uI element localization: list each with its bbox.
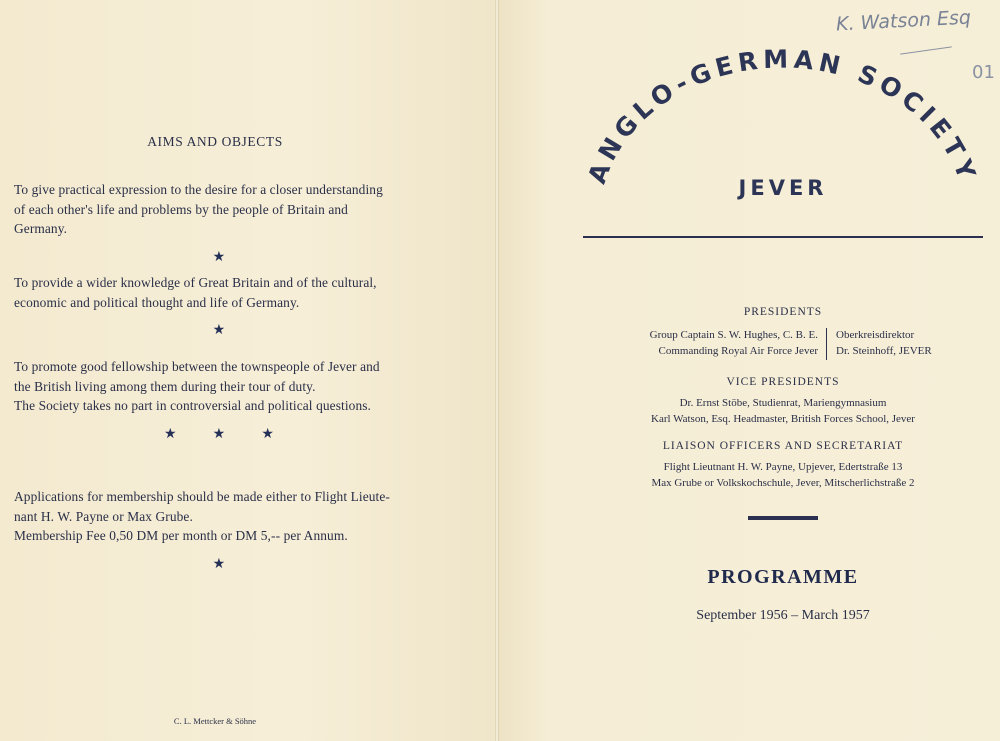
membership-line: nant H. W. Payne or Max Grube. <box>14 508 193 524</box>
page-fold <box>495 0 499 741</box>
aim-1-line: of each other's life and problems by the people of Britain and <box>14 201 348 217</box>
president-line: Commanding Royal Air Force Jever <box>658 345 818 357</box>
society-name-svg <box>560 40 1000 240</box>
handwritten-mark: 01 <box>972 62 995 83</box>
aim-3-line: The Society takes no part in controversial and political questions. <box>14 398 372 413</box>
president-british <box>583 327 818 359</box>
membership-line: Membership Fee 0,50 DM per month or DM 5,-- per Annum. <box>14 528 348 543</box>
svg-text:ANGLO-GERMAN SOCIETY <box>582 44 982 187</box>
town-title: JEVER <box>738 176 828 200</box>
programme-title: PROGRAMME <box>707 566 859 588</box>
aims-heading: AIMS AND OBJECTS <box>147 134 283 149</box>
aim-2-line: economic and political thought and life of Germany. <box>14 294 300 310</box>
programme-dates: September 1956 – March 1957 <box>696 608 870 623</box>
star-divider: ★ <box>212 323 226 338</box>
aim-paragraph-2 <box>14 273 424 341</box>
handwritten-note: K. Watson Esq <box>835 6 972 36</box>
printer-credit: C. L. Mettcker & Söhne <box>173 716 257 726</box>
society-name-arc <box>560 40 1000 240</box>
triple-star-divider: ★ ★ ★ <box>164 426 274 442</box>
vice-president-line: Karl Watson, Esq. Headmaster, British Forces School, Jever <box>651 413 915 425</box>
presidents-divider <box>826 328 827 360</box>
liaison-list <box>583 459 983 491</box>
aim-3-line: To promote good fellowship between the townspeople of Jever and <box>14 359 380 374</box>
short-rule <box>748 516 818 520</box>
liaison-line: Max Grube or Volkskochschule, Jever, Mitscherlichstraße 2 <box>651 477 915 489</box>
society-name-text: ANGLO-GERMAN SOCIETY <box>582 44 983 188</box>
title-rule <box>583 236 983 238</box>
president-german <box>836 327 996 359</box>
star-divider: ★ <box>212 249 226 265</box>
aim-1-line: Germany. <box>14 221 68 236</box>
vice-president-line: Dr. Ernst Stöbe, Studienrat, Mariengymnasium <box>679 397 887 409</box>
vice-presidents-list <box>583 395 983 427</box>
aim-paragraph-1 <box>14 180 424 267</box>
president-line: Oberkreisdirektor <box>836 329 915 341</box>
president-line: Dr. Steinhoff, JEVER <box>836 345 932 357</box>
liaison-line: Flight Lieutnant H. W. Payne, Upjever, Edertstraße 13 <box>663 461 903 473</box>
aim-1-line: To give practical expression to the desire for a closer understanding <box>14 182 383 197</box>
aim-2-line: To provide a wider knowledge of Great Britain and of the cultural, <box>14 275 377 290</box>
vice-presidents-heading: VICE PRESIDENTS <box>726 376 840 388</box>
presidents-heading: PRESIDENTS <box>743 306 823 318</box>
aim-3-line: the British living among them during their tour of duty. <box>14 378 316 394</box>
president-line: Group Captain S. W. Hughes, C. B. E. <box>649 329 818 341</box>
star-divider: ★ <box>212 556 226 572</box>
membership-line: Applications for membership should be made either to Flight Lieute- <box>14 489 390 504</box>
liaison-heading: LIAISON OFFICERS AND SECRETARIAT <box>662 440 904 452</box>
aim-paragraph-3 <box>14 357 424 444</box>
membership-info <box>14 487 424 574</box>
